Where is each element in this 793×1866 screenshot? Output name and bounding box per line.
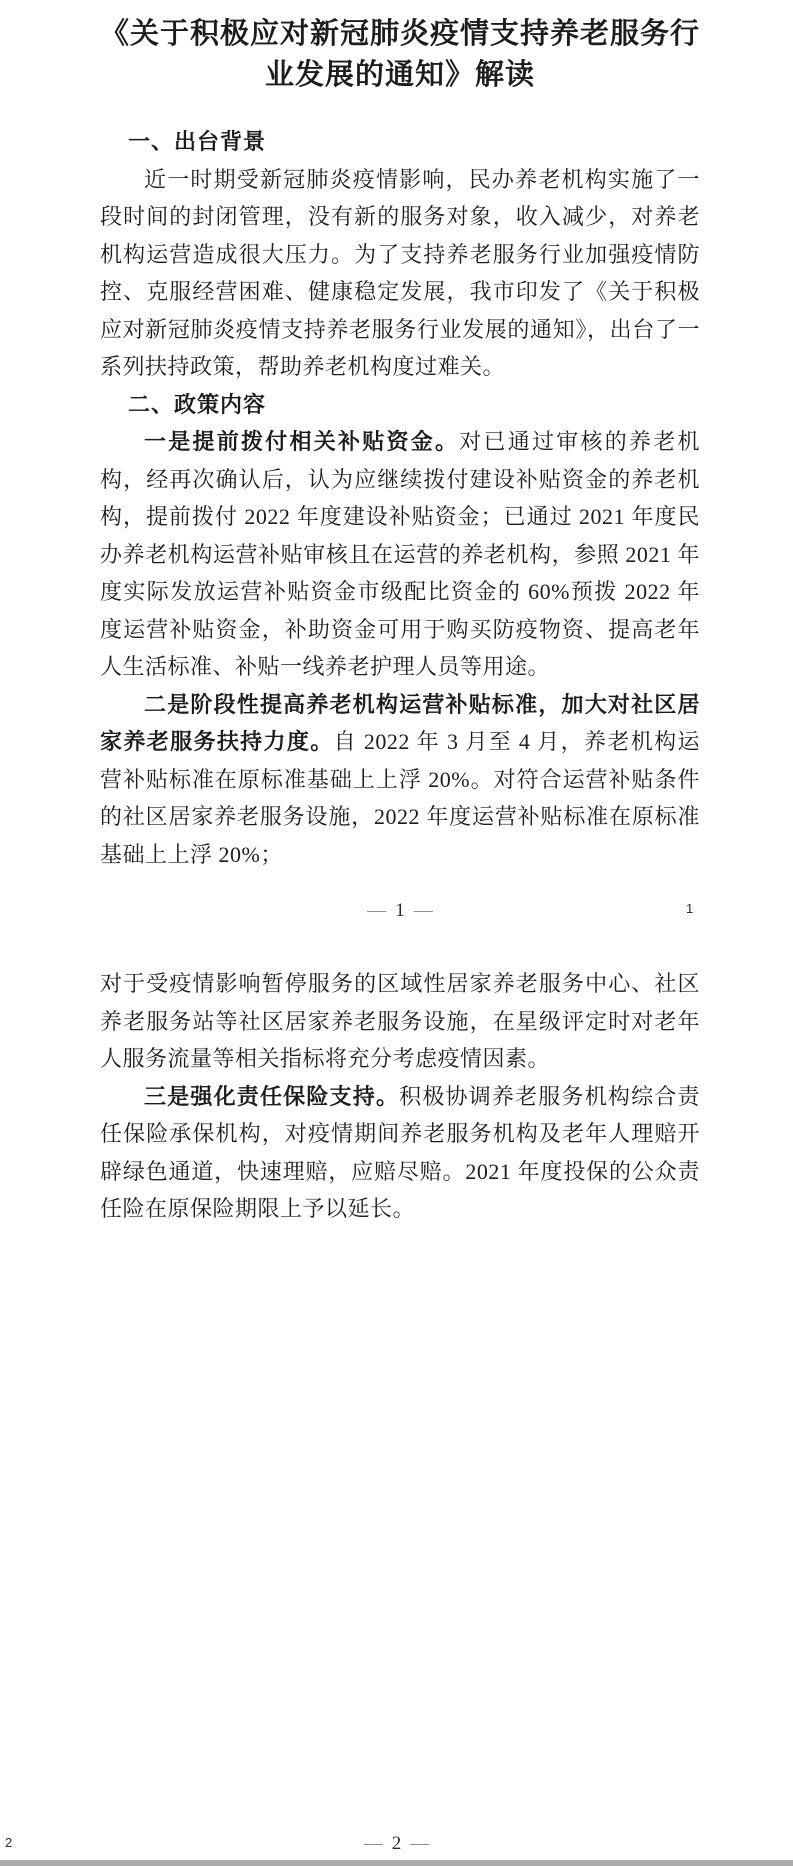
footer-dash-left: —: [367, 900, 387, 921]
paragraph-policy-2-continued: 对于受疫情影响暂停服务的区域性居家养老服务中心、社区养老服务站等社区居家养老服务设施，在星级评定时对老年人服务流量等相关指标将充分考虑疫情因素。: [100, 971, 700, 1071]
paragraph-policy-1-text: 对已通过审核的养老机构，经再次确认后，认为应继续拨付建设补贴资金的养老机构，提前拨付 2022 年度建设补贴资金；已通过 2021 年度民办养老机构运营补贴审核且在运营的养老机构，参照 2021 年度实际发放运营补贴资金市级配比资金的 60%预拨 2022 年度运营补贴资金，补助资金可用于购买防疫物资、提高老年人生活标准、补贴一线养老护理人员等用途。: [100, 429, 700, 679]
page-2-footer: [0, 1834, 793, 1854]
paragraph-policy-3: [100, 1078, 700, 1228]
page-2-number: 2: [391, 1833, 402, 1854]
footer-dash-right: —: [410, 1833, 430, 1854]
page-1-number: 1: [395, 900, 405, 921]
paragraph-policy-3-lead: 三是强化责任保险支持。: [144, 1083, 400, 1109]
paragraph-policy-1: [100, 423, 700, 686]
footer-dash-right: —: [413, 900, 433, 921]
footer-dash-left: —: [363, 1833, 383, 1854]
paragraph-background: 近一时期受新冠肺炎疫情影响，民办养老机构实施了一段时间的封闭管理，没有新的服务对象，收入减少，对养老机构运营造成很大压力。为了支持养老服务行业加强疫情防控、克服经营困难、健康稳定发展，我市印发了《关于积极应对新冠肺炎疫情支持养老服务行业发展的通知》，出台了一系列扶持政策，帮助养老机构度过难关。: [100, 166, 700, 379]
section-1-heading: 一、出台背景: [128, 129, 267, 154]
paragraph-policy-1-lead: 一是提前拨付相关补贴资金。: [144, 429, 460, 454]
margin-note-2: 2: [5, 1835, 13, 1850]
paragraph-policy-2-lead: 二是阶段性提高养老机构运营补贴标准，加大对社区居家养老服务扶持力度。: [100, 691, 700, 754]
paragraph-policy-2-text: 自 2022 年 3 月至 4 月，养老机构运营补贴标准在原标准基础上上浮 20%。对符合运营补贴条件的社区居家养老服务设施，2022 年度运营补贴标准在原标准基础上上浮 20%；: [100, 729, 700, 867]
page-bottom-edge: [0, 1860, 793, 1866]
document-title: 《关于积极应对新冠肺炎疫情支持养老服务行业发展的通知》解读: [100, 18, 701, 91]
paragraph-policy-2: [100, 686, 700, 874]
margin-note-1: 1: [686, 901, 694, 916]
page-2: [0, 940, 793, 1860]
page-1-footer: [0, 901, 793, 921]
paragraph-policy-3-text: 积极协调养老服务机构综合责任保险承保机构，对疫情期间养老服务机构及老年人理赔开辟绿色通道，快速理赔，应赔尽赔。2021 年度投保的公众责任险在原保险期限上予以延长。: [100, 1083, 700, 1221]
section-2-heading: 二、政策内容: [128, 391, 267, 417]
